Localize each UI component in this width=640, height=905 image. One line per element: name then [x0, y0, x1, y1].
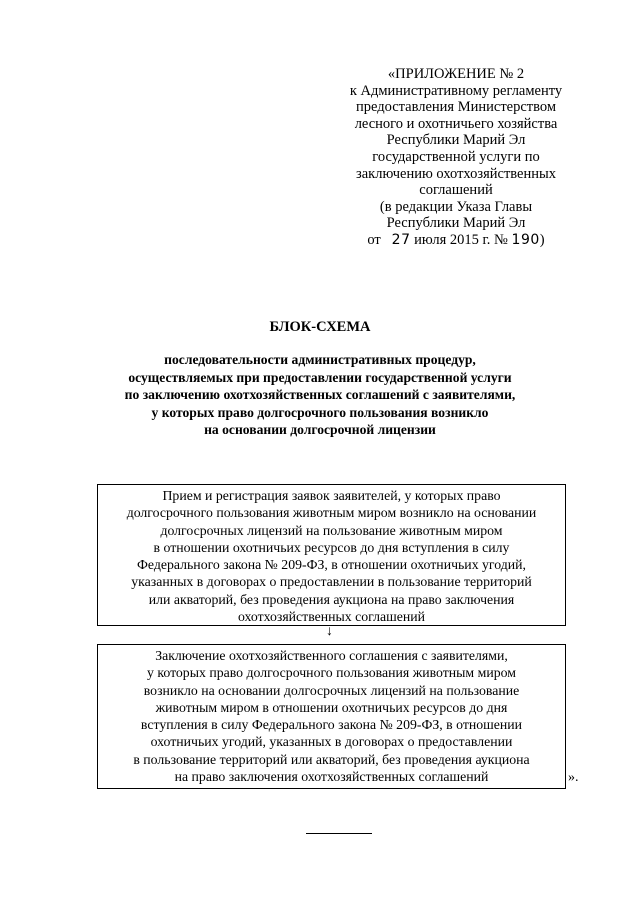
- appendix-line: соглашений: [419, 182, 493, 199]
- flow-step-agreement-conclusion: [97, 644, 566, 789]
- appendix-line: лесного и охотничьего хозяйства: [354, 115, 558, 132]
- appendix-line: (в редакции Указа Главы: [379, 198, 533, 215]
- down-arrow-icon: ↓: [326, 624, 333, 639]
- appendix-line: к Административному регламенту: [349, 82, 563, 99]
- step-text-line: на право заключения охотхозяйственных соглашений: [174, 769, 489, 785]
- handwritten-number: 190: [511, 231, 540, 248]
- subtitle-line: по заключению охотхозяйственных соглашений с заявителями,: [124, 387, 516, 402]
- appendix-line: «ПРИЛОЖЕНИЕ № 2: [387, 66, 525, 82]
- step-text-line: в пользование территорий или акваторий, без проведения аукциона: [133, 751, 530, 767]
- step-text-line: вступления в силу Федерального закона № 209-ФЗ, в отношении: [140, 717, 523, 733]
- date-middle: июля 2015 г. №: [414, 231, 508, 248]
- page-subtitle: [80, 351, 560, 439]
- appendix-header: [338, 66, 574, 249]
- step-text-line: долгосрочного пользования животным миром возникло на основании: [126, 505, 537, 521]
- handwritten-day: 27: [391, 231, 411, 248]
- step-text-line: в отношении охотничьих ресурсов до дня вступления в силу: [153, 539, 510, 555]
- page-title: БЛОК-СХЕМА: [269, 319, 371, 335]
- step-text-line: у которых право долгосрочного пользования животным миром: [147, 665, 516, 681]
- step-text-line: указанных в договорах о предоставлении в пользование территорий: [131, 574, 532, 590]
- step-text-line: Федерального закона № 209-ФЗ, в отношении охотничьих угодий,: [137, 557, 526, 573]
- bottom-divider: [306, 833, 372, 834]
- step-text-line: охотхозяйственных соглашений: [237, 609, 426, 625]
- appendix-line: заключению охотхозяйственных: [356, 165, 556, 182]
- appendix-line: Республики Марий Эл: [386, 215, 526, 232]
- date-suffix: ): [539, 231, 545, 248]
- subtitle-line: осуществляемых при предоставлении государственной услуги: [128, 369, 512, 385]
- appendix-line: предоставления Министерством: [355, 99, 557, 116]
- step-text-line: возникло на основании долгосрочных лицензий на пользование: [143, 682, 520, 698]
- flow-step-application-intake: [97, 484, 566, 626]
- closing-quote-mark: ».: [568, 770, 579, 785]
- step-text-line: Заключение охотхозяйственного соглашения с заявителями,: [155, 648, 508, 663]
- step-text-line: или акваторий, без проведения аукциона на право заключения: [148, 591, 515, 607]
- date-prefix: от: [367, 231, 381, 248]
- appendix-line: государственной услуги по: [372, 148, 540, 165]
- appendix-line: Республики Марий Эл: [386, 132, 526, 149]
- step-text-line: охотничьих угодий, указанных в договорах о предоставлении: [150, 734, 513, 750]
- subtitle-line: у которых право долгосрочного пользования возникло: [151, 404, 489, 420]
- subtitle-line: на основании долгосрочной лицензии: [204, 422, 436, 437]
- step-text-line: Прием и регистрация заявок заявителей, у которых право: [162, 488, 501, 503]
- step-text-line: животным миром в отношении охотничьих ресурсов до дня: [155, 699, 508, 715]
- subtitle-line: последовательности административных процедур,: [164, 352, 476, 367]
- step-text-line: долгосрочных лицензий на пользование животным миром: [160, 522, 503, 538]
- decree-date-line: [338, 232, 574, 249]
